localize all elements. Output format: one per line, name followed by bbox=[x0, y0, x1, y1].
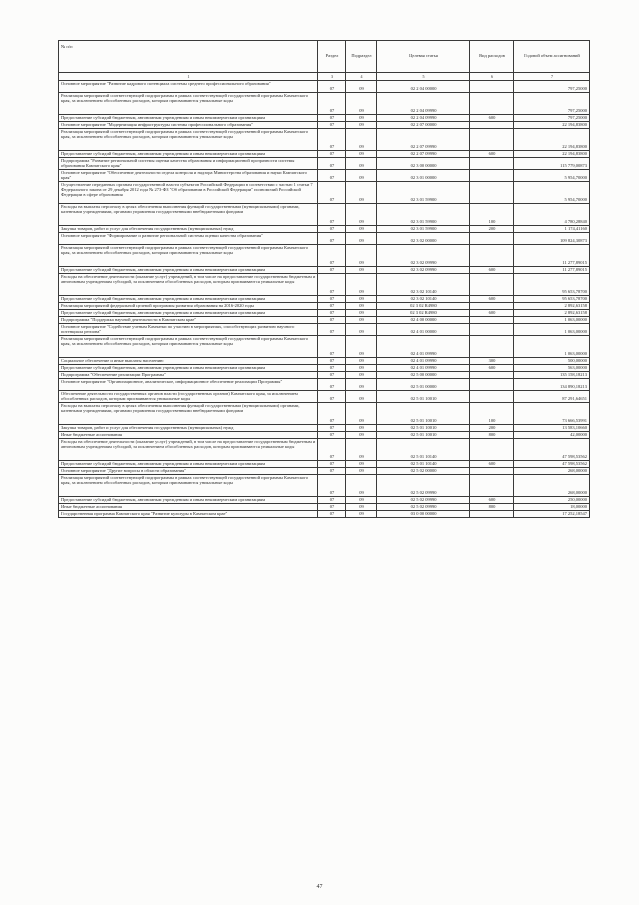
cell-amount: 1 063,00000 bbox=[514, 324, 590, 336]
table-row bbox=[59, 151, 590, 158]
cell-target-article: 02 3 02 09990 bbox=[377, 245, 470, 267]
cell-amount: 47 598,53562 bbox=[514, 439, 590, 461]
table-row bbox=[59, 115, 590, 122]
cell-expense-type bbox=[470, 439, 514, 461]
table-row bbox=[59, 432, 590, 439]
cell-target-article: 02 4 01 00000 bbox=[377, 324, 470, 336]
cell-expense-type: 600 bbox=[470, 461, 514, 468]
cell-amount: 5 954,70000 bbox=[514, 170, 590, 182]
cell-name: Реализация мероприятий соответствующей подпрограммы в рамках соответствующей государственной программы Камчатского края, за исключением обособленных расходов, которым присваиваются уникальные коды bbox=[59, 245, 318, 267]
cell-target-article: 02 2 07 09990 bbox=[377, 129, 470, 151]
cell-amount: 797,25000 bbox=[514, 81, 590, 93]
cell-section: 07 bbox=[318, 468, 346, 475]
cell-name: Государственная программа Камчатского края "Развитие культуры в Камчатском крае" bbox=[59, 511, 318, 518]
cell-section: 07 bbox=[318, 170, 346, 182]
cell-subsection: 09 bbox=[346, 468, 377, 475]
cell-name: Социальное обеспечение и иные выплаты населению bbox=[59, 358, 318, 365]
table-row bbox=[59, 158, 590, 170]
table-row bbox=[59, 439, 590, 461]
cell-target-article: 02 3 01 59900 bbox=[377, 226, 470, 233]
cell-expense-type bbox=[470, 182, 514, 204]
table-row bbox=[59, 245, 590, 267]
cell-section: 07 bbox=[318, 497, 346, 504]
cell-expense-type bbox=[470, 379, 514, 391]
table-body bbox=[59, 81, 590, 518]
table-row bbox=[59, 170, 590, 182]
table-row bbox=[59, 497, 590, 504]
cell-section: 07 bbox=[318, 129, 346, 151]
cell-name: Реализация мероприятий соответствующей подпрограммы в рамках соответствующей государственной программы Камчатского края, за исключением обособленных расходов, которым присваиваются уникальные коды bbox=[59, 129, 318, 151]
cell-subsection: 09 bbox=[346, 226, 377, 233]
cell-name: Реализация мероприятий федеральной целевой программы развития образования на 2016-2020 годы bbox=[59, 303, 318, 310]
cell-expense-type: 100 bbox=[470, 403, 514, 425]
cell-name: Расходы на выплаты персоналу в целях обеспечения выполнения функций государственными (муниципальными) органами, казенными учреждениями, органами управления государственными внебюджетными фондами bbox=[59, 204, 318, 226]
header-item-number: № п/п bbox=[59, 41, 318, 73]
cell-expense-type bbox=[470, 475, 514, 497]
budget-allocation-table bbox=[58, 40, 590, 518]
cell-expense-type bbox=[470, 158, 514, 170]
cell-target-article: 02 2 04 09990 bbox=[377, 93, 470, 115]
column-number: 3 bbox=[318, 73, 346, 81]
cell-subsection: 09 bbox=[346, 267, 377, 274]
cell-section: 07 bbox=[318, 158, 346, 170]
cell-subsection: 09 bbox=[346, 365, 377, 372]
cell-amount: 1 174,41160 bbox=[514, 226, 590, 233]
cell-name: Обеспечение деятельности государственных органов власти (государственных органов) Камчатского края, за исключением обособленных расходов, которым присваиваются уникальные коды bbox=[59, 391, 318, 403]
cell-target-article: 03 0 00 00000 bbox=[377, 511, 470, 518]
cell-amount: 5 954,70000 bbox=[514, 182, 590, 204]
table-row bbox=[59, 296, 590, 303]
cell-amount: 4 780,28840 bbox=[514, 204, 590, 226]
cell-section: 07 bbox=[318, 310, 346, 317]
cell-name: Предоставление субсидий бюджетным, автономным учреждениям и иным некоммерческим организациям bbox=[59, 310, 318, 317]
cell-amount: 73 666,53991 bbox=[514, 403, 590, 425]
cell-subsection: 09 bbox=[346, 204, 377, 226]
cell-target-article: 02 3 01 59900 bbox=[377, 204, 470, 226]
cell-subsection: 09 bbox=[346, 170, 377, 182]
cell-subsection: 09 bbox=[346, 151, 377, 158]
cell-section: 07 bbox=[318, 303, 346, 310]
cell-expense-type bbox=[470, 129, 514, 151]
cell-name: Подпрограмма "Поддержка научной деятельности в Камчатском крае" bbox=[59, 317, 318, 324]
cell-section: 07 bbox=[318, 122, 346, 129]
cell-subsection: 09 bbox=[346, 504, 377, 511]
cell-expense-type: 800 bbox=[470, 432, 514, 439]
cell-subsection: 09 bbox=[346, 324, 377, 336]
cell-amount: 42,00000 bbox=[514, 432, 590, 439]
cell-expense-type: 800 bbox=[470, 504, 514, 511]
cell-name: Реализация мероприятий соответствующей подпрограммы в рамках соответствующей государственной программы Камчатского края, за исключением обособленных расходов, которым присваиваются уникальные коды bbox=[59, 475, 318, 497]
cell-subsection: 09 bbox=[346, 182, 377, 204]
cell-amount: 95 653,78700 bbox=[514, 274, 590, 296]
cell-subsection: 09 bbox=[346, 372, 377, 379]
cell-section: 07 bbox=[318, 274, 346, 296]
cell-section: 07 bbox=[318, 267, 346, 274]
cell-section: 07 bbox=[318, 461, 346, 468]
cell-section: 07 bbox=[318, 358, 346, 365]
cell-subsection: 09 bbox=[346, 403, 377, 425]
cell-section: 07 bbox=[318, 511, 346, 518]
cell-expense-type bbox=[470, 324, 514, 336]
cell-subsection: 09 bbox=[346, 93, 377, 115]
table-row bbox=[59, 379, 590, 391]
cell-target-article: 02 3 02 10140 bbox=[377, 274, 470, 296]
cell-section: 07 bbox=[318, 324, 346, 336]
table-row bbox=[59, 310, 590, 317]
cell-name: Основное мероприятие "Формирование и развитие региональной системы оценки качества образования" bbox=[59, 233, 318, 245]
cell-target-article: 02 3 00 00000 bbox=[377, 158, 470, 170]
cell-expense-type bbox=[470, 391, 514, 403]
cell-name: Предоставление субсидий бюджетным, автономным учреждениям и иным некоммерческим организациям bbox=[59, 115, 318, 122]
cell-expense-type bbox=[470, 336, 514, 358]
header-subsection: Подраздел bbox=[346, 41, 377, 73]
cell-name: Основное мероприятие "Содействие ученым Камчатки по участию в мероприятиях, способствующих развитию научного потенциала региона" bbox=[59, 324, 318, 336]
cell-target-article: 02 5 02 09990 bbox=[377, 504, 470, 511]
cell-amount: 115 779,00873 bbox=[514, 158, 590, 170]
table-row bbox=[59, 372, 590, 379]
cell-expense-type: 600 bbox=[470, 151, 514, 158]
cell-name: Иные бюджетные ассигнования bbox=[59, 504, 318, 511]
cell-name: Подпрограмма "Обеспечение реализации Программы" bbox=[59, 372, 318, 379]
table-row bbox=[59, 358, 590, 365]
header-expense-type: Вид расходов bbox=[470, 41, 514, 73]
cell-amount: 47 598,53562 bbox=[514, 461, 590, 468]
cell-subsection: 09 bbox=[346, 303, 377, 310]
cell-expense-type bbox=[470, 372, 514, 379]
cell-target-article: 02 2 07 09990 bbox=[377, 151, 470, 158]
cell-amount: 11 277,89015 bbox=[514, 267, 590, 274]
cell-target-article: 02 2 04 09990 bbox=[377, 115, 470, 122]
cell-expense-type bbox=[470, 511, 514, 518]
cell-target-article: 02 5 01 00000 bbox=[377, 379, 470, 391]
cell-amount: 268,00000 bbox=[514, 468, 590, 475]
page-number: 47 bbox=[316, 884, 323, 890]
column-number-row bbox=[59, 73, 590, 81]
cell-target-article: 02 4 00 00000 bbox=[377, 317, 470, 324]
table-row bbox=[59, 391, 590, 403]
cell-subsection: 09 bbox=[346, 310, 377, 317]
cell-amount: 17 252,18547 bbox=[514, 511, 590, 518]
cell-section: 07 bbox=[318, 81, 346, 93]
cell-expense-type bbox=[470, 81, 514, 93]
cell-name: Подпрограмма "Развитие региональной системы оценки качества образования и информационной прозрачности системы образования Камчатского края" bbox=[59, 158, 318, 170]
cell-section: 07 bbox=[318, 296, 346, 303]
cell-expense-type: 600 bbox=[470, 497, 514, 504]
column-number: 4 bbox=[346, 73, 377, 81]
cell-target-article: 02 5 01 10140 bbox=[377, 461, 470, 468]
cell-expense-type: 600 bbox=[470, 267, 514, 274]
cell-section: 07 bbox=[318, 403, 346, 425]
cell-name: Закупка товаров, работ и услуг для обеспечения государственных (муниципальных) нужд bbox=[59, 226, 318, 233]
cell-amount: 22 194,83800 bbox=[514, 129, 590, 151]
cell-expense-type bbox=[470, 233, 514, 245]
cell-section: 07 bbox=[318, 439, 346, 461]
header-section: Раздел bbox=[318, 41, 346, 73]
cell-name: Основное мероприятие "Обеспечение деятельности отдела контроля и надзора Министерства образования и науки Камчатского края" bbox=[59, 170, 318, 182]
cell-amount: 797,25000 bbox=[514, 93, 590, 115]
cell-target-article: 02 3 01 59900 bbox=[377, 182, 470, 204]
cell-name: Осуществление переданных органам государственной власти субъектов Российской Федерации в соответствии с частью 1 статьи 7 Федерального закона от 29 декабря 2012 года № 273-ФЗ "Об образовании в Российской Федерации" полномочий Российской Федерации в сфере образования bbox=[59, 182, 318, 204]
cell-section: 07 bbox=[318, 93, 346, 115]
cell-expense-type bbox=[470, 303, 514, 310]
cell-expense-type bbox=[470, 468, 514, 475]
cell-expense-type: 600 bbox=[470, 115, 514, 122]
cell-subsection: 09 bbox=[346, 511, 377, 518]
cell-subsection: 09 bbox=[346, 233, 377, 245]
cell-subsection: 09 bbox=[346, 317, 377, 324]
cell-target-article: 02 2 07 00000 bbox=[377, 122, 470, 129]
column-number: 5 bbox=[377, 73, 470, 81]
cell-subsection: 09 bbox=[346, 296, 377, 303]
cell-section: 07 bbox=[318, 372, 346, 379]
table-row bbox=[59, 403, 590, 425]
table-row bbox=[59, 461, 590, 468]
cell-subsection: 09 bbox=[346, 245, 377, 267]
cell-expense-type bbox=[470, 122, 514, 129]
cell-target-article: 02 4 01 09990 bbox=[377, 358, 470, 365]
cell-target-article: 02 2 04 00000 bbox=[377, 81, 470, 93]
cell-target-article: 02 4 01 09990 bbox=[377, 365, 470, 372]
table-row bbox=[59, 204, 590, 226]
cell-section: 07 bbox=[318, 365, 346, 372]
table-row bbox=[59, 365, 590, 372]
cell-name: Реализация мероприятий соответствующей подпрограммы в рамках соответствующей государственной программы Камчатского края, за исключением обособленных расходов, которым присваиваются уникальные коды bbox=[59, 336, 318, 358]
cell-expense-type bbox=[470, 245, 514, 267]
cell-section: 07 bbox=[318, 336, 346, 358]
cell-subsection: 09 bbox=[346, 475, 377, 497]
cell-expense-type bbox=[470, 274, 514, 296]
cell-subsection: 09 bbox=[346, 358, 377, 365]
cell-section: 07 bbox=[318, 226, 346, 233]
cell-subsection: 09 bbox=[346, 432, 377, 439]
table-row bbox=[59, 93, 590, 115]
cell-amount: 135 158,18213 bbox=[514, 372, 590, 379]
table-row bbox=[59, 475, 590, 497]
cell-expense-type: 600 bbox=[470, 365, 514, 372]
cell-target-article: 02 5 01 10140 bbox=[377, 439, 470, 461]
header-annual-amount: Годовой объем ассигнований bbox=[514, 41, 590, 73]
cell-expense-type: 200 bbox=[470, 425, 514, 432]
cell-name: Основное мероприятие "Организационное, аналитическое, информационное обеспечение реализации Программы" bbox=[59, 379, 318, 391]
cell-section: 07 bbox=[318, 233, 346, 245]
cell-subsection: 09 bbox=[346, 122, 377, 129]
cell-subsection: 09 bbox=[346, 379, 377, 391]
cell-amount: 797,25000 bbox=[514, 115, 590, 122]
cell-amount: 95 653,78700 bbox=[514, 296, 590, 303]
cell-amount: 268,00000 bbox=[514, 475, 590, 497]
header-target-article: Целевая статья bbox=[377, 41, 470, 73]
table-row bbox=[59, 468, 590, 475]
cell-amount: 87 291,64651 bbox=[514, 391, 590, 403]
cell-amount: 250,00000 bbox=[514, 497, 590, 504]
cell-expense-type: 600 bbox=[470, 310, 514, 317]
cell-expense-type: 300 bbox=[470, 358, 514, 365]
cell-section: 07 bbox=[318, 432, 346, 439]
cell-target-article: 02 5 02 00000 bbox=[377, 468, 470, 475]
header-row bbox=[59, 41, 590, 73]
cell-subsection: 09 bbox=[346, 391, 377, 403]
cell-target-article: 02 3 02 10140 bbox=[377, 296, 470, 303]
table-row bbox=[59, 122, 590, 129]
cell-name: Иные бюджетные ассигнования bbox=[59, 432, 318, 439]
cell-amount: 134 890,18213 bbox=[514, 379, 590, 391]
table-header bbox=[59, 41, 590, 81]
column-number: 7 bbox=[514, 73, 590, 81]
cell-amount: 500,00000 bbox=[514, 358, 590, 365]
cell-expense-type: 600 bbox=[470, 296, 514, 303]
cell-target-article: 02 5 02 09990 bbox=[377, 497, 470, 504]
cell-section: 07 bbox=[318, 245, 346, 267]
column-number: 1 bbox=[59, 73, 318, 81]
table-row bbox=[59, 182, 590, 204]
cell-subsection: 09 bbox=[346, 81, 377, 93]
cell-name: Расходы на обеспечение деятельности (оказание услуг) учреждений, в том числе на предоставление государственным бюджетным и автономным учреждениям субсидий, за исключением обособленных расходов, которым присваиваются уникальные коды bbox=[59, 274, 318, 296]
cell-section: 07 bbox=[318, 317, 346, 324]
cell-section: 07 bbox=[318, 475, 346, 497]
cell-subsection: 09 bbox=[346, 115, 377, 122]
table-row bbox=[59, 81, 590, 93]
cell-name: Предоставление субсидий бюджетным, автономным учреждениям и иным некоммерческим организациям bbox=[59, 497, 318, 504]
cell-target-article: 02 5 01 10010 bbox=[377, 432, 470, 439]
cell-amount: 2 892,63158 bbox=[514, 310, 590, 317]
cell-subsection: 09 bbox=[346, 461, 377, 468]
cell-section: 07 bbox=[318, 204, 346, 226]
cell-amount: 2 892,63158 bbox=[514, 303, 590, 310]
cell-target-article: 02 3 02 R4980 bbox=[377, 303, 470, 310]
cell-amount: 563,00000 bbox=[514, 365, 590, 372]
table-row bbox=[59, 425, 590, 432]
cell-target-article: 02 3 02 09990 bbox=[377, 267, 470, 274]
cell-amount: 22 194,83800 bbox=[514, 122, 590, 129]
cell-expense-type bbox=[470, 317, 514, 324]
cell-name: Предоставление субсидий бюджетным, автономным учреждениям и иным некоммерческим организациям bbox=[59, 267, 318, 274]
cell-section: 07 bbox=[318, 151, 346, 158]
cell-name: Предоставление субсидий бюджетным, автономным учреждениям и иным некоммерческим организациям bbox=[59, 151, 318, 158]
cell-name: Расходы на выплаты персоналу в целях обеспечения выполнения функций государственными (муниципальными) органами, казенными учреждениями, органами управления государственными внебюджетными фондами bbox=[59, 403, 318, 425]
cell-name: Предоставление субсидий бюджетным, автономным учреждениям и иным некоммерческим организациям bbox=[59, 296, 318, 303]
cell-section: 07 bbox=[318, 115, 346, 122]
column-number: 6 bbox=[470, 73, 514, 81]
cell-expense-type: 200 bbox=[470, 226, 514, 233]
table-row bbox=[59, 129, 590, 151]
table-row bbox=[59, 504, 590, 511]
cell-expense-type: 100 bbox=[470, 204, 514, 226]
cell-subsection: 09 bbox=[346, 439, 377, 461]
cell-name: Основное мероприятие "Другие вопросы в области образования" bbox=[59, 468, 318, 475]
cell-subsection: 09 bbox=[346, 158, 377, 170]
cell-expense-type bbox=[470, 170, 514, 182]
cell-subsection: 09 bbox=[346, 425, 377, 432]
cell-target-article: 02 5 02 09990 bbox=[377, 475, 470, 497]
table-row bbox=[59, 303, 590, 310]
cell-amount: 1 063,00000 bbox=[514, 317, 590, 324]
table-row bbox=[59, 324, 590, 336]
cell-target-article: 02 5 01 10010 bbox=[377, 425, 470, 432]
cell-amount: 109 824,30873 bbox=[514, 233, 590, 245]
cell-section: 07 bbox=[318, 504, 346, 511]
cell-name: Расходы на обеспечение деятельности (оказание услуг) учреждений, в том числе на предоставление государственным бюджетным и автономным учреждениям субсидий, за исключением обособленных расходов, которым присваиваются уникальные коды bbox=[59, 439, 318, 461]
cell-target-article: 02 3 02 R4980 bbox=[377, 310, 470, 317]
cell-section: 07 bbox=[318, 182, 346, 204]
cell-subsection: 09 bbox=[346, 129, 377, 151]
cell-subsection: 09 bbox=[346, 336, 377, 358]
cell-name: Закупка товаров, работ и услуг для обеспечения государственных (муниципальных) нужд bbox=[59, 425, 318, 432]
cell-amount: 11 277,89015 bbox=[514, 245, 590, 267]
table-row bbox=[59, 511, 590, 518]
table-row bbox=[59, 317, 590, 324]
cell-amount: 13 583,10660 bbox=[514, 425, 590, 432]
cell-section: 07 bbox=[318, 379, 346, 391]
cell-target-article: 02 5 01 10010 bbox=[377, 391, 470, 403]
cell-target-article: 02 4 01 09990 bbox=[377, 336, 470, 358]
cell-target-article: 02 5 01 10010 bbox=[377, 403, 470, 425]
cell-subsection: 09 bbox=[346, 274, 377, 296]
cell-amount: 18,00000 bbox=[514, 504, 590, 511]
table-row bbox=[59, 336, 590, 358]
cell-section: 07 bbox=[318, 391, 346, 403]
cell-name: Основное мероприятие "Развитие кадрового потенциала системы среднего профессионального образования" bbox=[59, 81, 318, 93]
cell-expense-type bbox=[470, 93, 514, 115]
cell-name: Реализация мероприятий соответствующей подпрограммы в рамках соответствующей государственной программы Камчатского края, за исключением обособленных расходов, которым присваиваются уникальные коды bbox=[59, 93, 318, 115]
cell-name: Основное мероприятие "Модернизация инфраструктуры системы профессионального образования" bbox=[59, 122, 318, 129]
cell-target-article: 02 3 01 00000 bbox=[377, 170, 470, 182]
table-row bbox=[59, 267, 590, 274]
cell-name: Предоставление субсидий бюджетным, автономным учреждениям и иным некоммерческим организациям bbox=[59, 461, 318, 468]
table-row bbox=[59, 226, 590, 233]
cell-subsection: 09 bbox=[346, 497, 377, 504]
table-row bbox=[59, 274, 590, 296]
cell-amount: 22 194,83800 bbox=[514, 151, 590, 158]
cell-target-article: 02 5 00 00000 bbox=[377, 372, 470, 379]
cell-name: Предоставление субсидий бюджетным, автономным учреждениям и иным некоммерческим организациям bbox=[59, 365, 318, 372]
cell-section: 07 bbox=[318, 425, 346, 432]
table-row bbox=[59, 233, 590, 245]
cell-amount: 1 063,00000 bbox=[514, 336, 590, 358]
cell-target-article: 02 3 02 00000 bbox=[377, 233, 470, 245]
